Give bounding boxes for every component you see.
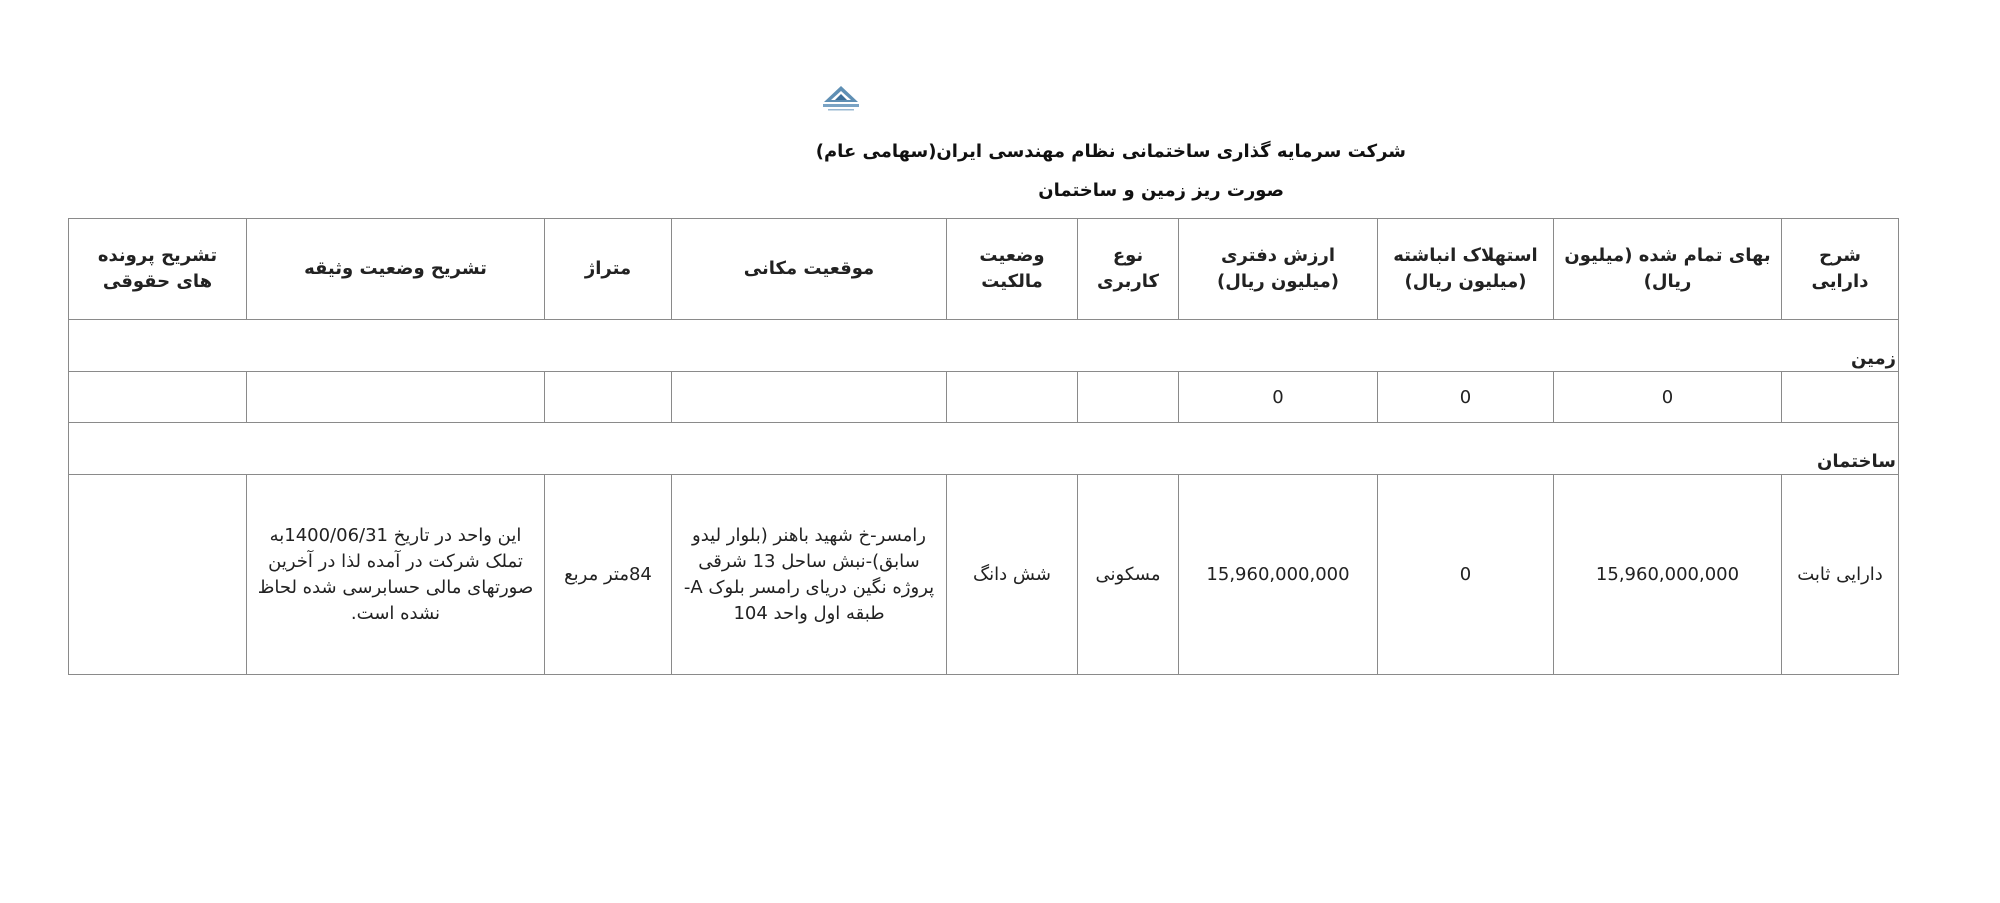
col-asset-description: شرح دارایی: [1782, 219, 1899, 320]
company-title: شرکت سرمایه گذاری ساختمانی نظام مهندسی ایران(سهامی عام): [815, 141, 1406, 162]
table-cell: 15,960,000,000: [1554, 475, 1782, 675]
table-cell: دارایی ثابت: [1782, 475, 1899, 675]
table-cell: 84متر مربع: [545, 475, 672, 675]
table-cell: این واحد در تاریخ 1400/06/31به تملک شرکت در آمده لذا در آخرین صورتهای مالی حسابرسی شده لحاظ نشده است.: [247, 475, 545, 675]
col-ownership-status: وضعیت مالکیت: [947, 219, 1078, 320]
table-cell: [672, 372, 947, 423]
col-legal-cases: تشریح پرونده های حقوقی: [69, 219, 247, 320]
table-cell: 15,960,000,000: [1179, 475, 1378, 675]
table-row: [69, 372, 1899, 423]
section-label-building: ساختمان: [69, 423, 1899, 475]
land-building-table: [68, 218, 1899, 675]
table-cell: [545, 372, 672, 423]
section-label-land: زمین: [69, 320, 1899, 372]
col-collateral-status: تشریح وضعیت وثیقه: [247, 219, 545, 320]
table-cell: [1782, 372, 1899, 423]
table-cell: مسکونی: [1078, 475, 1179, 675]
table-cell: [1078, 372, 1179, 423]
col-cost: بهای تمام شده (میلیون ریال): [1554, 219, 1782, 320]
col-area: متراژ: [545, 219, 672, 320]
report-subtitle: صورت ریز زمین و ساختمان: [1038, 180, 1284, 201]
section-row-land: [69, 320, 1899, 372]
table-cell: [947, 372, 1078, 423]
col-accumulated-depreciation: استهلاک انباشته (میلیون ریال): [1378, 219, 1554, 320]
table-cell: 0: [1554, 372, 1782, 423]
table-row: [69, 475, 1899, 675]
col-usage-type: نوع کاربری: [1078, 219, 1179, 320]
company-logo-icon: [818, 84, 864, 112]
table-cell: شش دانگ: [947, 475, 1078, 675]
col-location: موقعیت مکانی: [672, 219, 947, 320]
table-cell: [247, 372, 545, 423]
table-cell: رامسر-خ شهید باهنر (بلوار لیدو سابق)-نبش ساحل 13 شرقی پروژه نگین دریای رامسر بلوک A- طبقه اول واحد 104: [672, 475, 947, 675]
table-cell: [69, 372, 247, 423]
table-cell: 0: [1378, 475, 1554, 675]
section-row-building: [69, 423, 1899, 475]
table-header-row: [69, 219, 1899, 320]
table-cell: 0: [1179, 372, 1378, 423]
table-cell: 0: [1378, 372, 1554, 423]
table-cell: [69, 475, 247, 675]
col-book-value: ارزش دفتری (میلیون ریال): [1179, 219, 1378, 320]
